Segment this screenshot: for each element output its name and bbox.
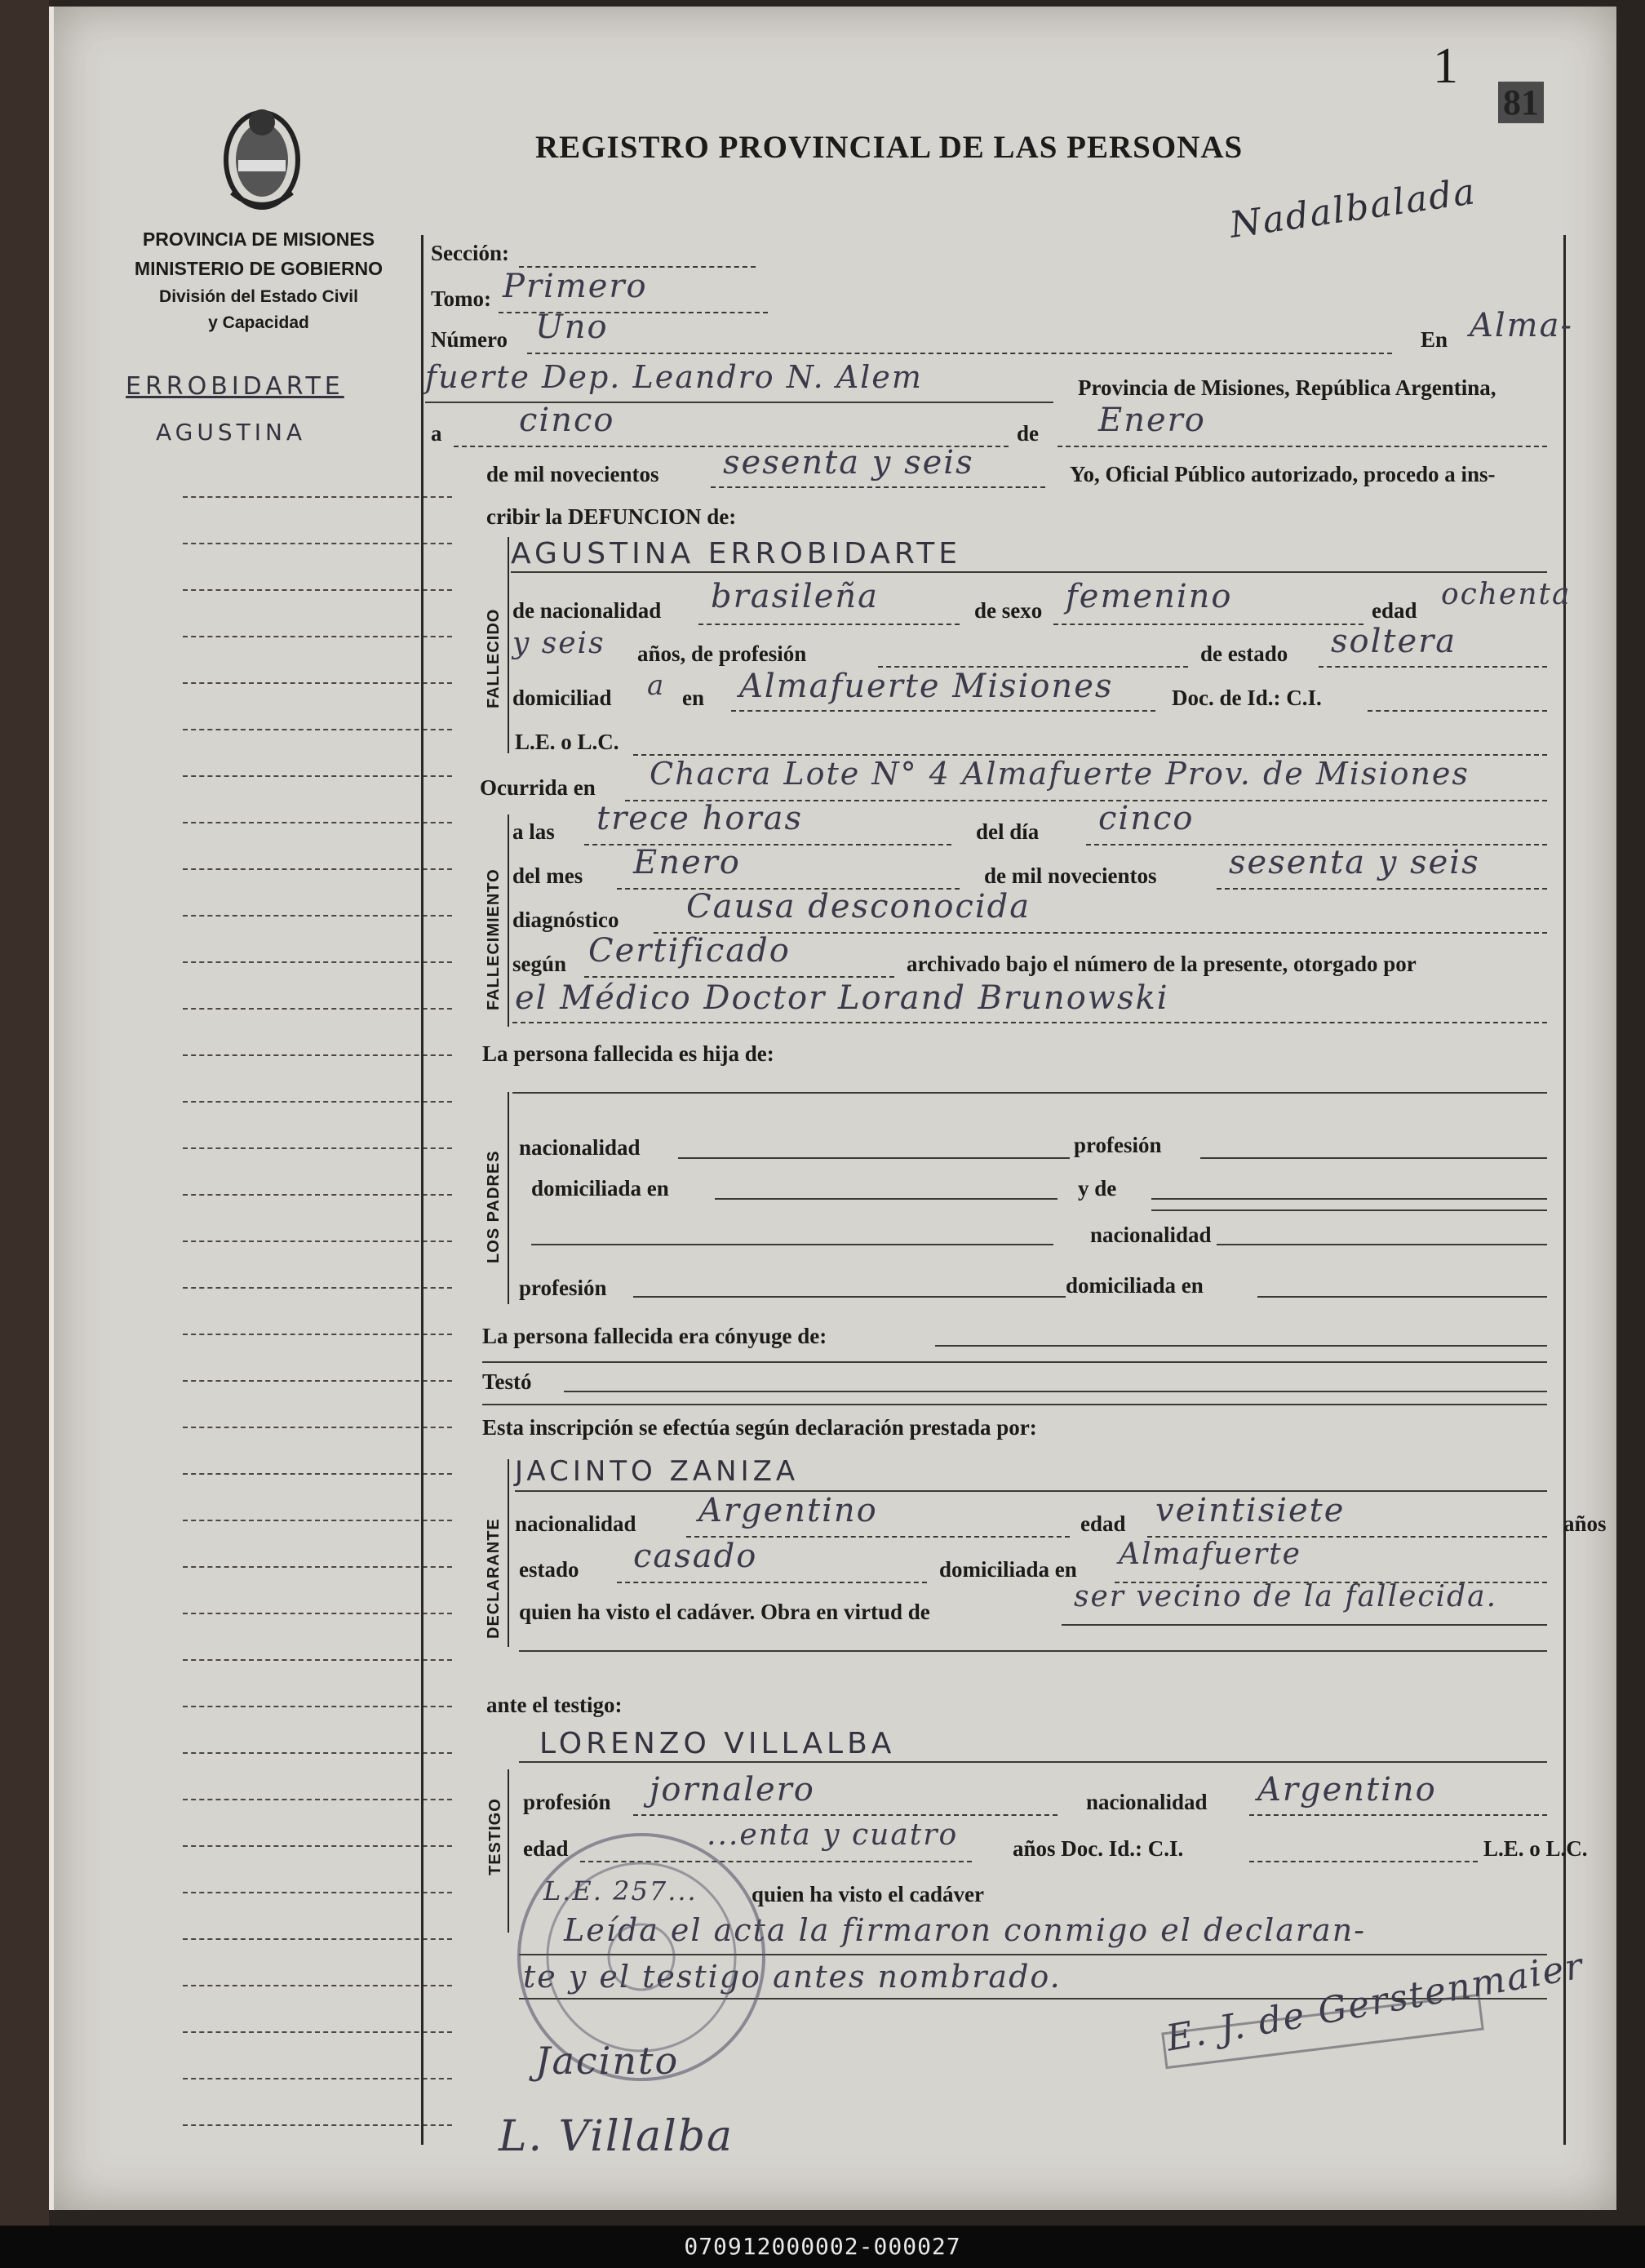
numero-label: Número xyxy=(431,327,508,352)
ocurrida-label: Ocurrida en xyxy=(480,775,596,800)
padres-dom2-label: domiciliada en xyxy=(1066,1273,1204,1298)
ocurrida-lugar: Chacra Lote N° 4 Almafuerte Prov. de Misiones xyxy=(650,756,1470,792)
padres-intro: La persona fallecida es hija de: xyxy=(482,1041,774,1066)
testigo-nac-label: nacionalidad xyxy=(1086,1790,1208,1814)
fallecido-dom-a: a xyxy=(647,669,666,702)
death-certificate-page xyxy=(49,7,1616,2210)
register-title: REGISTRO PROVINCIAL DE LAS PERSONAS xyxy=(535,130,1244,165)
fallecimiento-section-label: FALLECIMIENTO xyxy=(485,868,503,1010)
testigo-edad: ...enta y cuatro xyxy=(707,1818,959,1852)
inscribir-text: cribir la DEFUNCION de: xyxy=(486,504,737,529)
dia-fallecimiento: cinco xyxy=(1098,800,1195,837)
declarante-visto: quien ha visto el cadáver. Obra en virtud de xyxy=(519,1600,930,1624)
fallecido-edad-label: edad xyxy=(1372,598,1417,623)
page-number: 1 xyxy=(1433,38,1458,94)
conyuge-label: La persona fallecida era cónyuge de: xyxy=(482,1324,827,1348)
mil-label: de mil novecientos xyxy=(486,462,659,486)
declarante-nac-label: nacionalidad xyxy=(515,1511,636,1536)
declarante-section-label: DECLARANTE xyxy=(485,1518,503,1639)
mes-label: del mes xyxy=(512,863,583,888)
declarante-estado: casado xyxy=(633,1538,758,1575)
agency-line-4: y Capacidad xyxy=(208,313,309,332)
padres-prof-label: profesión xyxy=(1074,1133,1162,1157)
fallecido-le-label: L.E. o L.C. xyxy=(515,730,619,754)
padres-section-label: LOS PADRES xyxy=(485,1150,503,1263)
padres-dom-label: domiciliada en xyxy=(531,1176,669,1201)
declarante-dom-label: domiciliada en xyxy=(939,1557,1077,1582)
declarante-edad-label: edad xyxy=(1080,1511,1126,1536)
lugar-part-1: Alma- xyxy=(1470,307,1573,344)
cierre-linea-1: Leída el acta la firmaron conmigo el declaran- xyxy=(564,1912,1367,1948)
fallecido-nombre: AGUSTINA ERROBIDARTE xyxy=(511,537,961,570)
fallecido-anios-label: años, de profesión xyxy=(637,641,807,666)
fallecido-estado: soltera xyxy=(1331,623,1457,660)
agency-line-3: División del Estado Civil xyxy=(159,287,358,306)
hora-value: trece horas xyxy=(596,800,803,837)
testigo-section-label: TESTIGO xyxy=(486,1798,504,1875)
margin-surname: ERROBIDARTE xyxy=(126,372,344,401)
de-label: de xyxy=(1017,421,1039,446)
dia-value: cinco xyxy=(519,402,615,439)
cierre-linea-2: te y el testigo antes nombrado. xyxy=(523,1959,1062,1995)
hora-label: a las xyxy=(512,819,555,844)
segun-value: Certificado xyxy=(588,932,791,970)
firma-testigo: L. Villalba xyxy=(499,2112,734,2161)
fallecido-edad-1: ochenta xyxy=(1441,578,1572,611)
fallecido-sexo-label: de sexo xyxy=(974,598,1043,623)
firma-oficial: E. J. de Gerstenmaier xyxy=(1163,1945,1587,2060)
fallecido-section-label: FALLECIDO xyxy=(485,608,503,708)
declarante-virtud: ser vecino de la fallecida. xyxy=(1074,1580,1498,1613)
a-label: a xyxy=(431,421,442,446)
padres-nac-label: nacionalidad xyxy=(519,1135,641,1160)
anio-value: sesenta y seis xyxy=(723,444,974,482)
fallecido-en-label: en xyxy=(682,686,704,710)
archivado-text: archivado bajo el número de la presente, otorgado por xyxy=(907,952,1417,976)
declarante-domicilio: Almafuerte xyxy=(1119,1538,1301,1571)
declarante-anios-label: años xyxy=(1563,1511,1607,1536)
declarante-intro: Esta inscripción se efectúa según declaración prestada por: xyxy=(482,1415,1037,1440)
segun-label: según xyxy=(512,952,567,976)
padres-y-de: y de xyxy=(1078,1176,1117,1201)
testigo-le-label: L.E. o L.C. xyxy=(1483,1836,1588,1861)
firma-declarante: Jacinto xyxy=(535,2039,680,2083)
binding-edge xyxy=(0,0,49,2268)
fallecido-dom-label: domiciliad xyxy=(512,686,612,710)
testigo-anios-label: años Doc. Id.: C.I. xyxy=(1013,1836,1184,1861)
testigo-le-value: L.E. 257... xyxy=(543,1875,698,1906)
provincia-text: Provincia de Misiones, República Argentina, xyxy=(1078,375,1496,400)
testigo-prof-label: profesión xyxy=(523,1790,611,1814)
fallecido-edad-2: y seis xyxy=(512,627,605,660)
agency-line-2: MINISTERIO DE GOBIERNO xyxy=(134,258,384,279)
mil-fallecimiento-label: de mil novecientos xyxy=(984,863,1157,888)
oficial-text: Yo, Oficial Público autorizado, procedo a ins- xyxy=(1070,462,1496,486)
margin-name: AGUSTINA xyxy=(156,419,307,446)
fallecido-sexo: femenino xyxy=(1066,578,1233,615)
fallecido-nacionalidad: brasileña xyxy=(711,578,879,615)
diagnostico-label: diagnóstico xyxy=(512,908,619,932)
declarante-nombre: JACINTO ZANIZA xyxy=(515,1455,800,1488)
numero-value: Uno xyxy=(535,308,609,346)
testigo-visto: quien ha visto el cadáver xyxy=(752,1882,985,1906)
testo-label: Testó xyxy=(482,1369,532,1394)
agency-line-1: PROVINCIA DE MISIONES xyxy=(142,229,375,250)
testigo-edad-label: edad xyxy=(523,1836,569,1861)
dia-label: del día xyxy=(976,819,1040,844)
mes-value: Enero xyxy=(1098,402,1206,439)
lugar-part-2: fuerte Dep. Leandro N. Alem xyxy=(425,359,923,395)
declarante-nacionalidad: Argentino xyxy=(698,1492,878,1529)
fallecido-nac-label: de nacionalidad xyxy=(512,598,662,623)
en-label: En xyxy=(1421,327,1448,352)
mes-fallecimiento: Enero xyxy=(633,844,741,881)
tomo-label: Tomo: xyxy=(431,286,492,311)
anio-fallecimiento: sesenta y seis xyxy=(1229,844,1480,881)
declarante-edad: veintisiete xyxy=(1155,1492,1346,1529)
registrar-stamp: Nadalbalada xyxy=(1226,171,1479,246)
fallecido-estado-label: de estado xyxy=(1200,641,1288,666)
testigo-intro: ante el testigo: xyxy=(486,1693,623,1717)
coat-of-arms-icon xyxy=(215,95,309,217)
testigo-nombre: LORENZO VILLALBA xyxy=(539,1727,896,1760)
declarante-estado-label: estado xyxy=(519,1557,579,1582)
testigo-profesion: jornalero xyxy=(650,1771,815,1809)
scan-id-footer: 070912000002-000027 xyxy=(0,2226,1645,2268)
folio-number: 81 xyxy=(1498,82,1544,123)
fallecido-domicilio: Almafuerte Misiones xyxy=(739,668,1114,705)
testigo-nacionalidad: Argentino xyxy=(1257,1771,1437,1809)
medico-value: el Médico Doctor Lorand Brunowski xyxy=(515,979,1169,1017)
diagnostico-value: Causa desconocida xyxy=(686,888,1031,925)
seccion-label: Sección: xyxy=(431,241,509,265)
registrar-rubber-stamp-icon xyxy=(1155,1990,1498,2079)
padres-prof2-label: profesión xyxy=(519,1276,607,1300)
padres-nac2-label: nacionalidad xyxy=(1090,1223,1212,1247)
fallecido-doc-label: Doc. de Id.: C.I. xyxy=(1172,686,1322,710)
tomo-value: Primero xyxy=(503,268,648,305)
